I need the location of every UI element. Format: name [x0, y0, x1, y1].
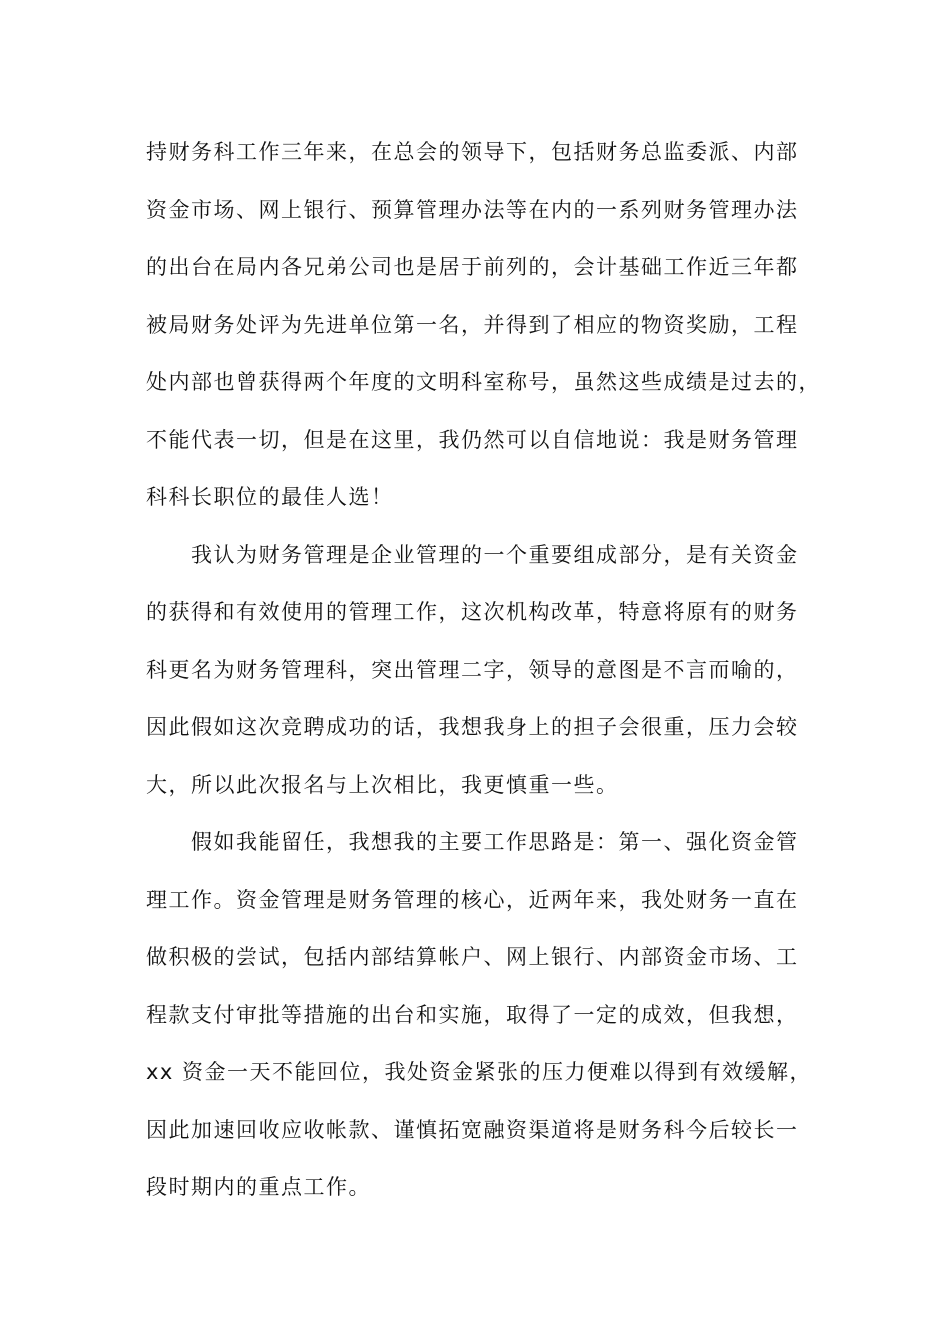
text-line: 我认为财务管理是企业管理的一个重要组成部分，是有关资金	[146, 542, 799, 567]
text-line: 不能代表一切，但是在这里，我仍然可以自信地说：我是财务管理	[146, 427, 799, 452]
text-line: 的出台在局内各兄弟公司也是居于前列的，会计基础工作近三年都	[146, 255, 799, 279]
text-line: 假如我能留任，我想我的主要工作思路是：第一、强化资金管	[146, 830, 799, 854]
text-line: 科更名为财务管理科，突出管理二字，领导的意图是不言而喻的，	[146, 657, 799, 682]
text-line: 被局财务处评为先进单位第一名，并得到了相应的物资奖励，工程	[146, 312, 799, 337]
text-line: 做积极的尝试，包括内部结算帐户、网上银行、内部资金市场、工	[146, 945, 799, 969]
text-line: 持财务科工作三年来，在总会的领导下，包括财务总监委派、内部	[146, 140, 799, 164]
text-line: 大，所以此次报名与上次相比，我更慎重一些。	[146, 772, 619, 797]
text-line: 科科长职位的最佳人选！	[146, 485, 394, 509]
document-body	[146, 124, 826, 1217]
text-line: 程款支付审批等措施的出台和实施，取得了一定的成效，但我想，	[146, 1002, 799, 1027]
text-line: 的获得和有效使用的管理工作，这次机构改革，特意将原有的财务	[146, 600, 799, 624]
text-line: 理工作。资金管理是财务管理的核心，近两年来，我处财务一直在	[146, 887, 799, 912]
text-line: 因此假如这次竞聘成功的话，我想我身上的担子会很重，压力会较	[146, 715, 799, 739]
text-line: 因此加速回收应收帐款、谨慎拓宽融资渠道将是财务科今后较长一	[146, 1117, 799, 1142]
text-line: xx 资金一天不能回位，我处资金紧张的压力便难以得到有效缓解，	[146, 1060, 813, 1084]
text-line: 段时期内的重点工作。	[146, 1175, 371, 1199]
text-line: 处内部也曾获得两个年度的文明科室称号，虽然这些成绩是过去的，	[146, 370, 821, 394]
text-line: 资金市场、网上银行、预算管理办法等在内的一系列财务管理办法	[146, 197, 799, 222]
